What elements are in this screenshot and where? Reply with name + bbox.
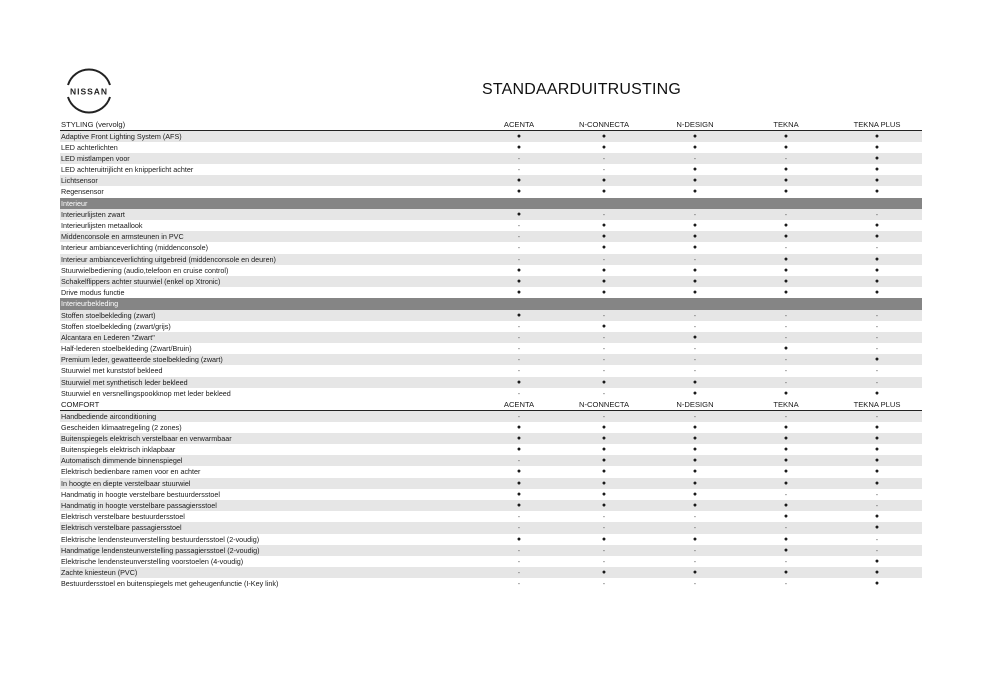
column-header: TEKNA PLUS <box>853 119 901 129</box>
standard-dot: ● <box>516 423 522 431</box>
standard-dot: ● <box>783 446 789 454</box>
standard-dot: ● <box>601 502 607 509</box>
not-available-dash: - <box>693 556 697 566</box>
standard-dot: ● <box>874 289 880 297</box>
feature-label: Interieurlijsten zwart <box>61 209 125 219</box>
table-row <box>60 332 922 343</box>
standard-dot: ● <box>783 502 789 509</box>
standard-dot: ● <box>783 233 789 241</box>
standard-dot: ● <box>516 446 522 454</box>
standard-dot: ● <box>692 266 698 274</box>
standard-dot: ● <box>601 535 607 543</box>
table-row <box>60 433 922 444</box>
standard-dot: ● <box>601 378 607 386</box>
table-row <box>60 186 922 197</box>
not-available-dash: - <box>784 489 788 499</box>
not-available-dash: - <box>693 545 697 555</box>
not-available-dash: - <box>693 411 697 421</box>
standard-dot: ● <box>783 423 789 431</box>
not-available-dash: - <box>517 153 521 163</box>
not-available-dash: - <box>517 366 521 376</box>
standard-dot: ● <box>601 468 607 476</box>
not-available-dash: - <box>693 523 697 533</box>
column-header: TEKNA <box>773 399 799 409</box>
standard-dot: ● <box>783 345 789 353</box>
standard-dot: ● <box>692 457 698 465</box>
feature-label: Lichtsensor <box>61 176 98 186</box>
not-available-dash: - <box>784 243 788 253</box>
table-row <box>60 489 922 500</box>
feature-label: Automatisch dimmende binnenspiegel <box>61 456 183 466</box>
table-row <box>60 466 922 477</box>
feature-label: Elektrisch verstelbare bestuurdersstoel <box>61 512 185 522</box>
section-label: Interieur <box>61 198 88 208</box>
feature-label: Gescheiden klimaatregeling (2 zones) <box>61 422 182 432</box>
standard-dot: ● <box>874 434 880 442</box>
not-available-dash: - <box>602 209 606 219</box>
not-available-dash: - <box>875 209 879 219</box>
table-row <box>60 567 922 578</box>
standard-dot: ● <box>692 569 698 577</box>
column-header: N-CONNECTA <box>578 399 630 409</box>
table-row <box>60 153 922 164</box>
standard-dot: ● <box>783 513 789 521</box>
not-available-dash: - <box>784 366 788 376</box>
not-available-dash: - <box>693 512 697 522</box>
standard-dot: ● <box>601 322 607 330</box>
table-row <box>60 142 922 153</box>
standard-dot: ● <box>516 266 522 274</box>
not-available-dash: - <box>517 512 521 522</box>
standard-dot: ● <box>692 468 698 476</box>
standard-dot: ● <box>783 188 789 196</box>
feature-label: Buitenspiegels elektrisch inklapbaar <box>61 445 176 455</box>
table-row <box>60 343 922 354</box>
not-available-dash: - <box>693 355 697 365</box>
not-available-dash: - <box>602 556 606 566</box>
feature-label: Regensensor <box>61 187 104 197</box>
table-row <box>60 534 922 545</box>
standard-dot: ● <box>516 311 522 319</box>
not-available-dash: - <box>875 344 879 354</box>
standard-dot: ● <box>516 434 522 442</box>
not-available-dash: - <box>875 321 879 331</box>
standard-dot: ● <box>874 154 880 162</box>
standard-dot: ● <box>516 188 522 196</box>
table-row <box>60 411 922 422</box>
table-row <box>60 231 922 242</box>
standard-dot: ● <box>601 423 607 431</box>
not-available-dash: - <box>602 411 606 421</box>
feature-label: Alcantara en Lederen "Zwart" <box>61 332 155 342</box>
svg-text:NISSAN: NISSAN <box>69 86 109 97</box>
standard-dot: ● <box>516 277 522 285</box>
column-header: ACENTA <box>503 119 535 129</box>
feature-label: Interieurlijsten metaallook <box>61 221 143 230</box>
table-row <box>60 254 922 265</box>
feature-label: Zachte kniesteun (PVC) <box>61 568 138 578</box>
not-available-dash: - <box>517 545 521 555</box>
not-available-dash: - <box>517 254 521 264</box>
not-available-dash: - <box>517 332 521 342</box>
standard-dot: ● <box>692 233 698 241</box>
standard-dot: ● <box>874 233 880 241</box>
standard-dot: ● <box>692 132 698 140</box>
standard-dot: ● <box>874 580 880 588</box>
not-available-dash: - <box>517 556 521 566</box>
standard-dot: ● <box>692 277 698 285</box>
table-row <box>60 578 922 589</box>
section-heading: COMFORT <box>61 399 100 409</box>
table-row <box>60 365 922 376</box>
not-available-dash: - <box>784 579 788 589</box>
table-row <box>60 377 922 388</box>
not-available-dash: - <box>875 310 879 320</box>
table-row <box>60 478 922 489</box>
feature-label: LED mistlampen voor <box>61 153 130 163</box>
not-available-dash: - <box>784 209 788 219</box>
nissan-logo <box>60 66 118 116</box>
standard-dot: ● <box>783 166 789 174</box>
standard-dot: ● <box>516 378 522 386</box>
standard-dot: ● <box>601 132 607 140</box>
not-available-dash: - <box>517 523 521 533</box>
feature-label: Handmatige lendensteunverstelling passagiersstoel (2-voudig) <box>61 545 260 555</box>
standard-dot: ● <box>783 143 789 151</box>
column-header: N-DESIGN <box>676 119 714 129</box>
feature-label: Buitenspiegels elektrisch verstelbaar en verwarmbaar <box>61 433 232 443</box>
standard-dot: ● <box>692 143 698 151</box>
standard-dot: ● <box>692 479 698 487</box>
standard-dot: ● <box>601 457 607 465</box>
column-header: N-DESIGN <box>676 399 714 409</box>
standard-dot: ● <box>783 457 789 465</box>
not-available-dash: - <box>602 579 606 589</box>
standard-dot: ● <box>601 244 607 252</box>
feature-label: Handmatig in hoogte verstelbare passagiersstoel <box>61 501 217 510</box>
standard-dot: ● <box>601 233 607 241</box>
not-available-dash: - <box>517 355 521 365</box>
standard-dot: ● <box>874 188 880 196</box>
standard-dot: ● <box>783 277 789 285</box>
standard-dot: ● <box>874 132 880 140</box>
standard-dot: ● <box>874 255 880 263</box>
standard-dot: ● <box>783 546 789 554</box>
not-available-dash: - <box>517 388 521 398</box>
not-available-dash: - <box>517 456 521 466</box>
feature-label: LED achterlichten <box>61 142 118 152</box>
standard-dot: ● <box>516 132 522 140</box>
standard-dot: ● <box>692 177 698 185</box>
not-available-dash: - <box>602 344 606 354</box>
not-available-dash: - <box>602 388 606 398</box>
feature-label: Elektrisch bedienbare ramen voor en achter <box>61 467 201 477</box>
table-row <box>60 242 922 253</box>
table-row <box>60 354 922 365</box>
standard-dot: ● <box>783 468 789 476</box>
feature-label: In hoogte en diepte verstelbaar stuurwiel <box>61 478 191 488</box>
column-header: N-CONNECTA <box>578 119 630 129</box>
not-available-dash: - <box>693 209 697 219</box>
standard-dot: ● <box>874 177 880 185</box>
standard-dot: ● <box>601 143 607 151</box>
standard-dot: ● <box>783 177 789 185</box>
standard-dot: ● <box>516 210 522 218</box>
feature-label: Stuurwiel en versnellingspookknop met leder bekleed <box>61 388 231 398</box>
standard-dot: ● <box>783 222 789 229</box>
not-available-dash: - <box>693 254 697 264</box>
standard-dot: ● <box>516 177 522 185</box>
standard-dot: ● <box>874 266 880 274</box>
feature-label: Adaptive Front Lighting System (AFS) <box>61 131 182 141</box>
feature-label: Elektrische lendensteunverstelling bestuurdersstoel (2-voudig) <box>61 534 260 544</box>
feature-label: Stuurwiel met kunststof bekleed <box>61 366 163 376</box>
not-available-dash: - <box>517 243 521 253</box>
feature-label: Elektrisch verstelbare passagiersstoel <box>61 523 182 533</box>
section-bar <box>60 198 922 209</box>
standard-dot: ● <box>601 479 607 487</box>
standard-dot: ● <box>874 513 880 521</box>
standard-dot: ● <box>692 289 698 297</box>
standard-dot: ● <box>692 502 698 509</box>
standard-dot: ● <box>516 535 522 543</box>
table-header-row <box>60 399 922 411</box>
standard-dot: ● <box>874 423 880 431</box>
standard-dot: ● <box>601 277 607 285</box>
feature-label: Handbediende airconditioning <box>61 411 157 421</box>
section-heading: STYLING (vervolg) <box>61 119 126 129</box>
standard-dot: ● <box>692 490 698 498</box>
standard-dot: ● <box>874 479 880 487</box>
standard-dot: ● <box>783 255 789 263</box>
table-row <box>60 276 922 287</box>
standard-dot: ● <box>783 479 789 487</box>
not-available-dash: - <box>693 153 697 163</box>
feature-label: Interieur ambianceverlichting uitgebreid (middenconsole en deuren) <box>61 254 276 264</box>
standard-dot: ● <box>692 389 698 397</box>
standard-dot: ● <box>692 535 698 543</box>
standard-dot: ● <box>692 188 698 196</box>
not-available-dash: - <box>693 366 697 376</box>
equipment-table <box>60 119 922 590</box>
feature-label: Middenconsole en armsteunen in PVC <box>61 232 184 242</box>
not-available-dash: - <box>517 411 521 421</box>
standard-dot: ● <box>874 277 880 285</box>
not-available-dash: - <box>875 411 879 421</box>
standard-dot: ● <box>516 490 522 498</box>
feature-label: Premium leder, gewatteerde stoelbekleding (zwart) <box>61 355 223 365</box>
not-available-dash: - <box>875 243 879 253</box>
not-available-dash: - <box>602 254 606 264</box>
feature-label: LED achteruitrijlicht en knipperlicht achter <box>61 165 194 175</box>
feature-label: Half-lederen stoelbekleding (Zwart/Bruin) <box>61 344 192 354</box>
standard-dot: ● <box>692 244 698 252</box>
table-row <box>60 500 922 511</box>
standard-dot: ● <box>516 468 522 476</box>
column-header: TEKNA <box>773 119 799 129</box>
not-available-dash: - <box>784 321 788 331</box>
standard-dot: ● <box>692 434 698 442</box>
standard-dot: ● <box>601 490 607 498</box>
standard-dot: ● <box>783 389 789 397</box>
standard-dot: ● <box>516 502 522 509</box>
standard-dot: ● <box>874 457 880 465</box>
standard-dot: ● <box>601 434 607 442</box>
standard-dot: ● <box>783 569 789 577</box>
table-row <box>60 209 922 220</box>
standard-dot: ● <box>692 446 698 454</box>
not-available-dash: - <box>602 545 606 555</box>
not-available-dash: - <box>693 310 697 320</box>
standard-dot: ● <box>874 468 880 476</box>
table-row <box>60 545 922 556</box>
section-bar <box>60 298 922 309</box>
feature-label: Stuurwiel met synthetisch leder bekleed <box>61 377 188 387</box>
standard-dot: ● <box>874 557 880 565</box>
standard-dot: ● <box>874 524 880 532</box>
not-available-dash: - <box>875 489 879 499</box>
table-row <box>60 556 922 567</box>
not-available-dash: - <box>517 165 521 175</box>
standard-dot: ● <box>783 535 789 543</box>
not-available-dash: - <box>875 501 879 510</box>
feature-label: Interieur ambianceverlichting (middenconsole) <box>61 243 209 253</box>
table-row <box>60 164 922 175</box>
table-row <box>60 321 922 332</box>
not-available-dash: - <box>875 545 879 555</box>
table-row <box>60 220 922 231</box>
standard-dot: ● <box>516 479 522 487</box>
not-available-dash: - <box>602 332 606 342</box>
standard-dot: ● <box>874 356 880 364</box>
standard-dot: ● <box>783 266 789 274</box>
not-available-dash: - <box>517 321 521 331</box>
section-label: Interieurbekleding <box>61 299 119 309</box>
standard-dot: ● <box>692 222 698 229</box>
not-available-dash: - <box>602 523 606 533</box>
not-available-dash: - <box>875 332 879 342</box>
standard-dot: ● <box>783 434 789 442</box>
standard-dot: ● <box>783 289 789 297</box>
table-row <box>60 131 922 142</box>
standard-dot: ● <box>692 378 698 386</box>
feature-label: Stuurwielbediening (audio,telefoon en cruise control) <box>61 265 229 275</box>
not-available-dash: - <box>517 221 521 230</box>
table-row <box>60 444 922 455</box>
standard-dot: ● <box>516 143 522 151</box>
standard-dot: ● <box>601 266 607 274</box>
not-available-dash: - <box>784 355 788 365</box>
standard-dot: ● <box>692 166 698 174</box>
not-available-dash: - <box>693 579 697 589</box>
standard-dot: ● <box>601 446 607 454</box>
not-available-dash: - <box>875 534 879 544</box>
standard-dot: ● <box>601 289 607 297</box>
feature-label: Elektrische lendensteunverstelling voorstoelen (4-voudig) <box>61 556 244 566</box>
table-row <box>60 511 922 522</box>
standard-dot: ● <box>516 289 522 297</box>
standard-dot: ● <box>874 222 880 229</box>
table-row <box>60 522 922 533</box>
standard-dot: ● <box>601 222 607 229</box>
standard-dot: ● <box>692 333 698 341</box>
not-available-dash: - <box>784 556 788 566</box>
table-row <box>60 422 922 433</box>
not-available-dash: - <box>784 310 788 320</box>
standard-dot: ● <box>601 569 607 577</box>
not-available-dash: - <box>875 377 879 387</box>
standard-dot: ● <box>692 423 698 431</box>
not-available-dash: - <box>784 377 788 387</box>
not-available-dash: - <box>602 512 606 522</box>
not-available-dash: - <box>875 366 879 376</box>
column-header: TEKNA PLUS <box>853 399 901 409</box>
not-available-dash: - <box>784 411 788 421</box>
page-title: STANDAARDUITRUSTING <box>482 81 682 98</box>
not-available-dash: - <box>602 165 606 175</box>
standard-dot: ● <box>601 188 607 196</box>
table-row <box>60 455 922 466</box>
column-header: ACENTA <box>503 399 535 409</box>
feature-label: Drive modus functie <box>61 288 125 298</box>
standard-dot: ● <box>783 132 789 140</box>
feature-label: Stoffen stoelbekleding (zwart/grijs) <box>61 321 171 331</box>
not-available-dash: - <box>602 355 606 365</box>
table-row <box>60 310 922 321</box>
standard-dot: ● <box>874 143 880 151</box>
table-header-row <box>60 119 922 131</box>
not-available-dash: - <box>517 568 521 578</box>
not-available-dash: - <box>693 321 697 331</box>
feature-label: Stoffen stoelbekleding (zwart) <box>61 310 156 320</box>
feature-label: Bestuurdersstoel en buitenspiegels met geheugenfunctie (I-Key link) <box>61 579 279 589</box>
standard-dot: ● <box>874 446 880 454</box>
standard-dot: ● <box>874 389 880 397</box>
not-available-dash: - <box>693 344 697 354</box>
standard-dot: ● <box>874 166 880 174</box>
not-available-dash: - <box>784 332 788 342</box>
table-row <box>60 175 922 186</box>
not-available-dash: - <box>784 523 788 533</box>
table-row <box>60 265 922 276</box>
feature-label: Schakelflippers achter stuurwiel (enkel op Xtronic) <box>61 276 221 286</box>
not-available-dash: - <box>602 310 606 320</box>
not-available-dash: - <box>784 153 788 163</box>
standard-dot: ● <box>601 177 607 185</box>
standard-dot: ● <box>874 569 880 577</box>
not-available-dash: - <box>517 579 521 589</box>
not-available-dash: - <box>517 344 521 354</box>
feature-label: Handmatig in hoogte verstelbare bestuurdersstoel <box>61 489 221 499</box>
table-row <box>60 388 922 399</box>
not-available-dash: - <box>602 366 606 376</box>
not-available-dash: - <box>602 153 606 163</box>
table-row <box>60 287 922 298</box>
not-available-dash: - <box>517 232 521 242</box>
